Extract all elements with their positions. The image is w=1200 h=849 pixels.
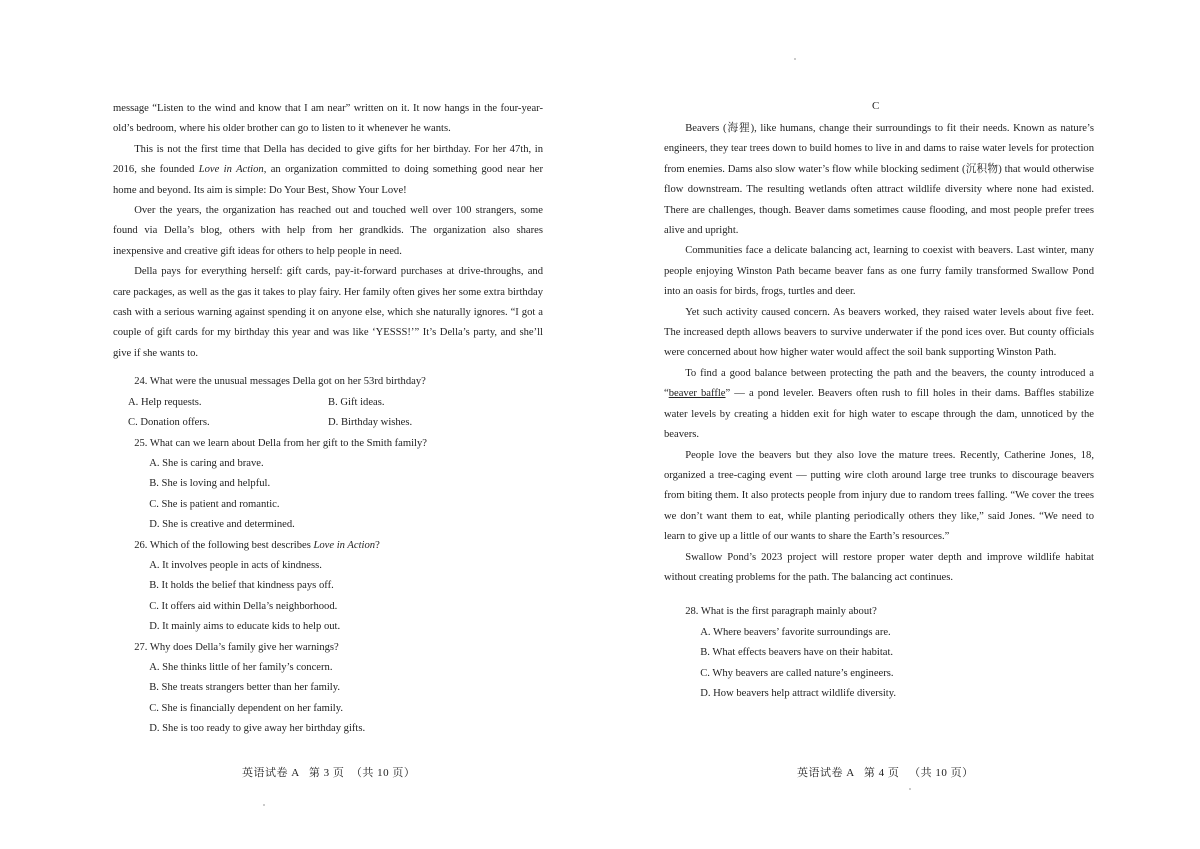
- question-stem: 24. What were the unusual messages Della got on her 53rd birthday?: [134, 376, 426, 388]
- option-a[interactable]: A. It involves people in acts of kindness.: [149, 559, 322, 571]
- right-column: [664, 119, 1094, 704]
- option-c[interactable]: C. It offers aid within Della’s neighborhood.: [149, 600, 338, 612]
- paragraph-text: ” — a pond leveler. Beavers often rush to fill holes in their dams. Baffles stabilize water levels by creating a hidden exit for high water to escape through the dam, unnoticed by the beavers.: [664, 388, 1095, 441]
- question-25: [113, 434, 543, 536]
- question-27: [113, 638, 543, 740]
- paragraph-text: , an organization committed to doing something good near her home and beyond. Its aim is simple: Do Your Best, Show Your Love!: [113, 164, 544, 196]
- organization-name: Love in Action: [198, 164, 264, 176]
- passage-paragraph: Yet such activity caused concern. As beavers worked, they raised water levels about five feet. The increased depth allows beavers to survive underwater if the pond ices over. But county officials were concerned about how higher water would affect the soil bank supporting Winston Path.: [664, 306, 1094, 359]
- question-stem: 28. What is the first paragraph mainly about?: [685, 606, 877, 618]
- option-a[interactable]: A. Help requests.: [128, 396, 202, 408]
- question-stem: 27. Why does Della’s family give her warnings?: [134, 641, 339, 653]
- option-d[interactable]: D. It mainly aims to educate kids to help out.: [149, 621, 341, 633]
- section-heading: C: [872, 100, 880, 112]
- page-footer: 英语试卷 A 第 3 页 （共 10 页）: [242, 767, 416, 779]
- left-column: [113, 99, 543, 740]
- option-b[interactable]: B. What effects beavers have on their habitat.: [700, 647, 894, 659]
- option-a[interactable]: A. She is caring and brave.: [149, 457, 264, 469]
- option-d[interactable]: D. Birthday wishes.: [328, 417, 413, 429]
- paragraph-text: This is not the first time that Della has decided to give gifts for her birthday. For her 47th, in 2016, she founded: [113, 143, 543, 176]
- stem-text: 26. Which of the following best describes: [134, 539, 314, 551]
- question-24: [113, 372, 543, 433]
- option-row: [113, 393, 543, 413]
- underlined-term: beaver baffle: [668, 388, 726, 400]
- scan-speck: [794, 58, 796, 60]
- scan-speck: [909, 788, 911, 790]
- organization-name: Love in Action: [313, 539, 376, 551]
- option-b[interactable]: B. She is loving and helpful.: [149, 478, 271, 490]
- passage-paragraph: message “Listen to the wind and know that I am near” written on it. It now hangs in the four-year-old’s bedroom, where his older brother can go to listen to it whenever he wants.: [113, 103, 543, 135]
- option-b[interactable]: B. She treats strangers better than her family.: [149, 682, 341, 694]
- passage-paragraph: People love the beavers but they also love the mature trees. Recently, Catherine Jones, 18, organized a tree-caging event — putting wire cloth around large tree trunks to discourage beavers from biting them. It also protects people from injury due to random trees falling. “We cover the trees we don’t want them to eat, while planting periodically others they like,” said Jones. “We need to learn to give up a little of our wants to share the Earth’s resources.”: [664, 449, 1094, 543]
- question-26: [113, 536, 543, 638]
- page-footer: 英语试卷 A 第 4 页 （共 10 页）: [797, 767, 974, 779]
- question-28: [664, 602, 1094, 704]
- stem-text: ?: [375, 539, 380, 551]
- option-c[interactable]: C. She is financially dependent on her family.: [149, 702, 343, 714]
- passage-paragraph: [664, 364, 1094, 446]
- option-row: [113, 413, 543, 433]
- option-a[interactable]: A. Where beavers’ favorite surroundings are.: [700, 626, 891, 638]
- scan-speck: [263, 804, 265, 806]
- option-c[interactable]: C. She is patient and romantic.: [149, 498, 280, 510]
- passage-paragraph: [113, 140, 543, 201]
- option-a[interactable]: A. She thinks little of her family’s concern.: [149, 661, 333, 673]
- option-d[interactable]: D. She is creative and determined.: [149, 519, 295, 531]
- option-c[interactable]: C. Why beavers are called nature’s engineers.: [700, 667, 894, 679]
- passage-paragraph: Swallow Pond’s 2023 project will restore proper water depth and improve wildlife habitat without creating problems for the path. The balancing act continues.: [664, 551, 1094, 583]
- option-d[interactable]: D. She is too ready to give away her birthday gifts.: [149, 723, 366, 735]
- passage-paragraph: Della pays for everything herself: gift cards, pay-it-forward purchases at drive-throughs, and care packages, as well as the gas it takes to play fairy. Her family often gives her some extra birthday cash with a serious warning against spending it on anyone else, which she naturally ignores. “I got a couple of gift cards for my birthday this year and was like ‘YESSS!’” It’s Della’s party, and she’ll give if she wants to.: [113, 266, 543, 359]
- paragraph-text: To find a good balance between protecting the path and the beavers, the county introduced a “: [664, 367, 1094, 400]
- option-b[interactable]: B. It holds the belief that kindness pays off.: [149, 580, 334, 592]
- option-c[interactable]: C. Donation offers.: [128, 417, 210, 429]
- option-b[interactable]: B. Gift ideas.: [328, 396, 385, 408]
- passage-paragraph: Over the years, the organization has reached out and touched well over 100 strangers, some found via Della’s blog, others with help from her grandkids. The organization also shares inexpensive and creative gift ideas for others to help people in need.: [113, 205, 543, 257]
- option-d[interactable]: D. How beavers help attract wildlife diversity.: [700, 687, 897, 699]
- question-stem: 25. What can we learn about Della from her gift to the Smith family?: [134, 437, 427, 449]
- passage-paragraph: Communities face a delicate balancing act, learning to coexist with beavers. Last winter, many people enjoying Winston Path became beaver fans as one furry family transformed Swallow Pond into an oasis for birds, frogs, turtles and deer.: [664, 245, 1094, 298]
- exam-page-4: [600, 0, 1200, 849]
- question-stem: [113, 536, 543, 556]
- passage-paragraph: Beavers (海狸), like humans, change their surroundings to fit their needs. Known as nature’s engineers, they tear trees down to build homes to live in and dams to raise water levels for protection from enemies. Dams also slow water’s flow while blocking sediment (沉积物) that would otherwise flow downstream. The resulting wetlands often attract wildlife diversity where none had existed. There are challenges, though. Beaver dams sometimes cause flooding, and most people prefer trees alive and upright.: [664, 123, 1094, 237]
